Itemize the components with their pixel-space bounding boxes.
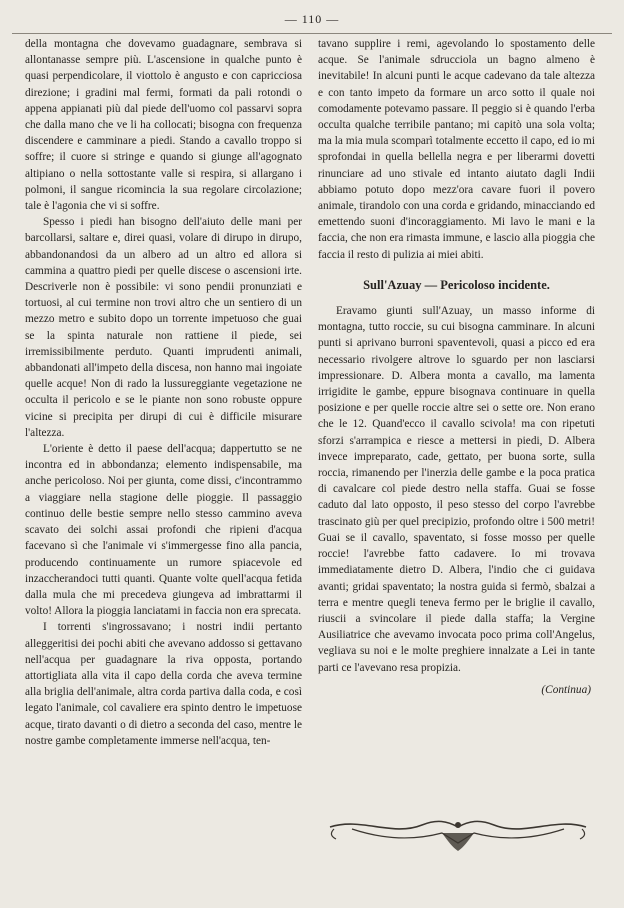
header-rule: [12, 33, 612, 34]
right-column: [318, 36, 595, 698]
paragraph: I torrenti s'ingrossavano; i nostri indii pertanto alleggeritisi dei pochi abiti che avevano addosso si gettavano nell'acqua per guadagnare la riva opposta, portando attortigliata alla vita il capo della corda che aveva termine alla briglia dell'animale, altra corda partiva dalla coda, e così legato l'animale, col cavaliere era spinto dentro le impetuose acque, tirato davanti o di dietro a seconda del caso, mentre le nostre gambe completamente immerse nell'acqua, ten-: [25, 621, 302, 747]
paragraph: L'oriente è detto il paese dell'acqua; dappertutto se ne incontra ed in abbondanza; elemento indispensabile, ma anche pericoloso. Noi per giunta, come dissi, c'incontrammo a viaggiare nella stagione delle pioggie. Il passaggio continuo delle bestie sempre nello stesso cammino aveva scavato dei solchi assai profondi che ripieni d'acqua facevano sì che l'animale vi s'immergesse fino alla pancia, producendo continuamente un rumore spiacevole ed inzaccherandoci tutti quanti. Quante volte quell'acqua fetida dalla mula che mi precedeva giungeva ad imbrattarmi il volto! Allora la pioggia lanciatami in faccia non era sprecata.: [25, 443, 302, 618]
paragraph: Spesso i piedi han bisogno dell'aiuto delle mani per barcollarsi, saltare e, direi quasi, volare di dirupo in dirupo, abbandonandosi da un albero ad un altro ed allora si cammina a quattro piedi per quelle discese o ascensioni irte. Descriverle non è possibile: vi sono pendii pronunziati e tortuosi, al cui termine non trovi altro che un sentiero di un mezzo metro e subito dopo un torrente impetuoso che guai se la spinta naturale non rattiene il piede, sei irremissibilmente perduto. Quanti imprudenti animali, abbandonati all'impeto della discesa, non hanno mai ingoiate quelle acque! Non di rado la lussureggiante vegetazione ne occulta il pericolo e se le piante non sono robuste oppure vicine si precipita per dirupi di cui è difficile misurare l'altezza.: [25, 216, 302, 439]
paragraph: Eravamo giunti sull'Azuay, un masso informe di montagna, tutto roccie, su cui bisogna camminare. In alcuni punti si aprivano burroni spaventevoli, quasi a picco ed era necessario rivolgere altrove lo sguardo per non lasciarsi impressionare. D. Albera monta a cavallo, ma lamenta irrigidite le gambe, eppure bisognava continuare in quella posizione e per quelle roccie altre sei o sette ore. Non erano che le 12. Quand'ecco il cavallo scivola! ma con ripetuti sforzi s'arrampica e riesce a mettersi in piedi, D. Albera invece impreparato, cade, gettato, per buona sorte, sulla roccia, rimanendo per l'inerzia delle gambe e la poca pratica di cavalcare col piede destro nella staffa. Guai se fosse caduto dal lato opposto, il peso stesso del corpo l'avrebbe trascinato giù per quel precipizio, profondo oltre i 500 metri! Guai se il cavallo, spaventato, si fosse mosso per quelle roccie! l'avrebbe fatto cadavere. Io mi trovava immediatamente dietro D. Albera, l'indio che ci guidava avanti; gridai spaventato; la nostra guida si fermò, sbalzai a terra e mentre quegli teneva fermo per le briglie il cavallo, riuscii a svincolare il piede dalla staffa; la Vergine Ausiliatrice che avevamo invocata poco prima coll'Angelus, vegliava su noi e le molte preghiere innalzate a Lei in tante parti ce l'avevano resa propizia.: [318, 305, 595, 674]
continued-note: (Continua): [541, 683, 591, 696]
paragraph: tavano supplire i remi, agevolando lo spostamento delle acque. Se l'animale sdrucciola un bagno almeno è inevitabile! In alcuni punti le acque cadevano da tale altezza e con tanto impeto da formare un arco sotto il quale noi comodamente potevamo passare. Il peggio si è quando l'erba occulta qualche terribile pantano; mi capitò una sola volta; ma la mia mula scomparì totalmente eccetto il capo, ed io mi sprofondai in quella bellella negra e per liberarmi dovetti rinunciare ad uno stivale ed intanto aiutato dagli Indii abbiamo potuto dopo mezz'ora cavare fuori il povero animale, tirandolo con una corda e gridando, minacciando ed emettendo suoni d'incoraggiamento. Mi lavo le mani e la faccia, che non era rimasta immune, e lascio alla pioggia che faccia il resto di pulizia ai miei abiti.: [318, 38, 595, 261]
left-column: [25, 36, 302, 749]
paragraph: della montagna che dovevamo guadagnare, sembrava si allontanasse sempre più. L'ascensione in qualche punto è quasi perpendicolare, il viottolo è angusto e con capricciosa direzione; i gradini mal fermi, formati da pali rotondi o appena appianati più dal piede dell'uomo col passarvi sopra che dalla mano che ve li ha collocati; bisogna con frequenza discendere e camminare a piedi. Stando a cavallo troppo si soffre; il cuore si stringe e quando si giunge all'agognato altipiano o nella sottostante valle si respira, si allargano i polmoni, il sangue ricomincia la sua regolare circolazione; tale è l'agonia che vi si soffre.: [25, 38, 302, 213]
section-title: Sull'Azuay — Pericoloso incidente.: [363, 277, 550, 292]
page-number: — 110 —: [284, 12, 340, 26]
tailpiece-ornament: [322, 807, 594, 857]
